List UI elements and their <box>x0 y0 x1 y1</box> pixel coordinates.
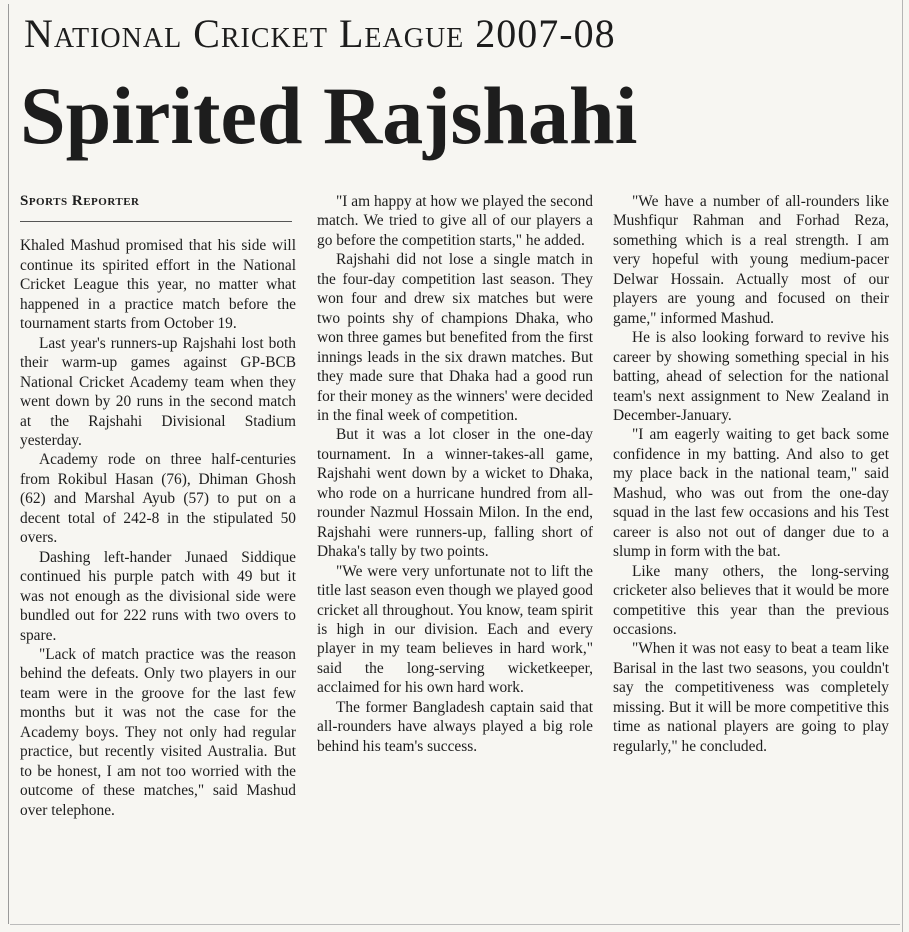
article-paragraph: Academy rode on three half-centuries from Rokibul Hasan (76), Dhiman Ghosh (62) and Marshal Ayub (57) to put on a decent total of 242-8 in the stipulated 50 overs. <box>20 451 296 547</box>
article-paragraph: "We were very unfortunate not to lift the title last season even though we played good cricket all throughout. You know, team spirit is high in our division. Each and every player in my team believes in hard work," said the long-serving wicketkeeper, acclaimed for his own hard work. <box>317 562 593 697</box>
article-column-1 <box>20 192 296 820</box>
article-paragraph: But it was a lot closer in the one-day tournament. In a winner-takes-all game, Rajshahi went down by a wicket to Dhaka, who rode on a hurricane hundred from all-rounder Nazmul Hossain Milon. In the end, Rajshahi were runners-up, falling short of Dhaka's tally by two points. <box>317 426 593 561</box>
page-right-edge <box>902 0 903 932</box>
article-paragraph: Like many others, the long-serving cricketer also believes that it would be more competitive this year than the previous occasions. <box>613 562 889 638</box>
article-paragraph: Dashing left-hander Junaed Siddique continued his purple patch with 49 but it was not enough as the divisional side were bundled out for 222 runs with two overs to spare. <box>20 548 296 644</box>
article-paragraph: "I am happy at how we played the second match. We tried to give all of our players a go before the competition starts," he added. <box>317 193 593 249</box>
article-paragraph: "We have a number of all-rounders like Mushfiqur Rahman and Forhad Reza, something which is a real strength. I am very hopeful with young medium-pacer Delwar Hossain. Actually most of our players are young and focused on their game," informed Mashud. <box>613 193 889 327</box>
article-column-2 <box>317 192 593 756</box>
article-paragraph: "I am eagerly waiting to get back some confidence in my batting. And also to get my place back in the national team," said Mashud, who was out from the one-day squad in the last few occasions and his Test career is also not out of danger due to a slump in form with the bat. <box>613 426 889 561</box>
article-paragraph: He is also looking forward to revive his career by showing something special in his batting, ahead of selection for the national team's next assignment to New Zealand in December-January. <box>613 329 889 424</box>
page-bottom-rule <box>10 924 900 925</box>
article-headline: Spirited Rajshahi <box>20 70 638 161</box>
article-byline: Sports Reporter <box>20 192 292 222</box>
article-kicker: National Cricket League 2007-08 <box>24 11 616 56</box>
article-paragraph: Last year's runners-up Rajshahi lost both their warm-up games against GP-BCB National Cricket Academy team when they went down by 20 runs in the second match at the Rajshahi Divisional Stadium yesterday. <box>20 334 296 449</box>
article-paragraph: "Lack of match practice was the reason behind the defeats. Only two players in our team were in the groove for the last few months but it was not the case for the Academy boys. They not only had regular practice, but recently visited Australia. But to be honest, I am not too worried with the outcome of these matches," said Mashud over telephone. <box>20 645 296 819</box>
article-column-3 <box>613 192 889 756</box>
article-paragraph: The former Bangladesh captain said that all-rounders have always played a big role behind his team's success. <box>317 698 593 755</box>
article-paragraph: Rajshahi did not lose a single match in the four-day competition last season. They won four and drew six matches but were two points shy of champions Dhaka, who won three games but benefited from the first innings leads in the six drawn matches. But they made sure that Dhaka had a good run for their money as the winners' were decided in the final week of competition. <box>317 251 593 424</box>
page-left-rule <box>8 4 9 924</box>
article-paragraph: "When it was not easy to beat a team like Barisal in the last two seasons, you couldn't say the competitiveness was completely missing. But it will be more competitive this time as national players are going to play regularly," he concluded. <box>613 640 889 755</box>
article-paragraph: Khaled Mashud promised that his side will continue its spirited effort in the National Cricket League this year, no matter what happened in a practice match before the tournament starts from October 19. <box>20 237 296 333</box>
